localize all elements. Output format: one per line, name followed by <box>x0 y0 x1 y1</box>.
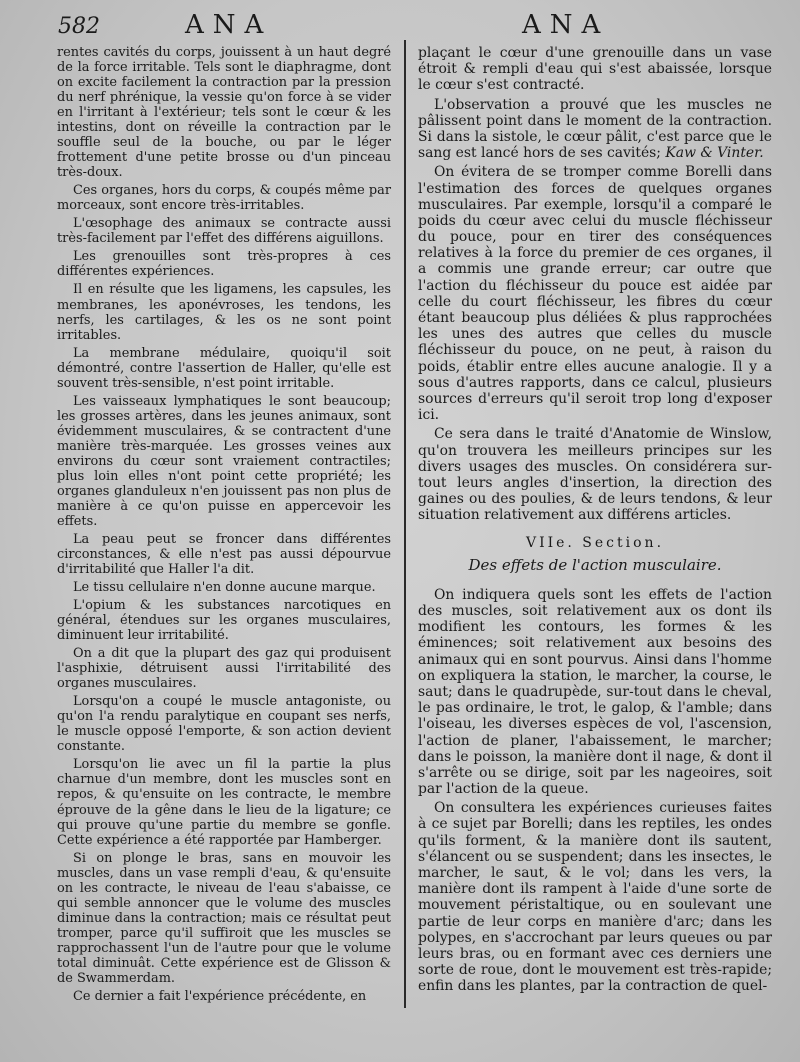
paragraph <box>418 426 772 523</box>
citation: Kaw & Vinter. <box>665 145 764 162</box>
right-running-head: ANA <box>522 10 610 40</box>
paragraph-text: La membrane médulaire, quoiqu'il soit démontré, contre l'assertion de Haller, qu'elle est souvent très-sensible, n'est point irritable. <box>57 345 391 391</box>
page-header <box>0 8 800 42</box>
section-title: Des effets de l'action musculaire. <box>468 555 722 574</box>
paragraph <box>57 282 391 342</box>
paragraph-text: L'observation a prouvé que les muscles ne pâlissent point dans le moment de la contraction. Si dans la sistole, le cœur pâlit, c'est parce que le sang est lancé hors de ses cavités; <box>418 96 772 162</box>
paragraph-text: Les vaisseaux lymphatiques le sont beaucoup; les grosses artères, dans les jeunes animaux, sont évidemment musculaires, & se contractent d'une manière très-marquée. Les grosses veines aux environs du cœur sont vraiement contractiles; plus loin elles n'ont point cette propriété; les organes glanduleux n'en jouissent pas non plus de manière à ce qu'on puisse en appercevoir les effets. <box>57 393 391 529</box>
left-column <box>57 45 391 1004</box>
paragraph-text: Le tissu cellulaire n'en donne aucune marque. <box>73 580 376 596</box>
paragraph-text: Les grenouilles sont très-propres à ces différentes expériences. <box>57 249 391 280</box>
paragraph-text: On évitera de se tromper comme Borelli dans l'estimation des forces de quelques organes musculaires. Par exemple, lorsqu'il a comparé le poids du cœur avec celui du muscle fléchisseur du pouce, pour en tirer des conséquences relatives à la force du premier de ces organes, il a commis une grande erreur; car outre que l'action du fléchisseur du pouce est aidée par celle du court fléchisseur, les fibres du cœur étant beaucoup plus déliées & plus rapprochées les unes des autres que celles du muscle fléchisseur du pouce, on ne peut, à raison du poids, établir entre elles aucune analogie. Il y a sous d'autres rapports, dans ce calcul, plusieurs sources d'erreurs qu'il seroit trop long d'exposer ici. <box>418 164 772 424</box>
paragraph <box>418 587 772 797</box>
paragraph <box>57 694 391 754</box>
paragraph-text: On indiquera quels sont les effets de l'action des muscles, soit relativement aux os dont ils modifient les contours, les formes & les éminences; soit relativement aux besoins des animaux qui en sont pourvus. Ainsi dans l'homme on expliquera la station, le marcher, la course, le saut; dans le quadrupède, sur-tout dans le cheval, le pas ordinaire, le trot, le galop, & l'amble; dans l'oiseau, les diverses espèces de vol, l'ascension, l'action de planer, l'abaissement, le marcher; dans le poisson, la manière dont il nage, & dont il s'arrête ou se dirige, soit par les nageoires, soit par l'action de la queue. <box>418 586 772 798</box>
paragraph-text: L'œsophage des animaux se contracte aussi très-facilement par l'effet des différens aiguillons. <box>57 216 391 247</box>
right-column <box>418 45 772 995</box>
paragraph <box>57 183 391 213</box>
right-column-before-section <box>418 45 772 523</box>
paragraph-text: La peau peut se froncer dans différentes circonstances, & elle n'est pas aussi dépourvue d'irritabilité que Haller l'a dit. <box>57 531 391 578</box>
paragraph-text: L'opium & les substances narcotiques en général, étendues sur les organes musculaires, diminuent leur irritabilité. <box>57 598 391 644</box>
paragraph <box>57 989 391 1004</box>
paragraph-text: On a dit que la plupart des gaz qui produisent l'asphixie, détruisent aussi l'irritabilité des organes musculaires. <box>57 646 391 692</box>
paragraph <box>418 164 772 423</box>
paragraph <box>57 216 391 246</box>
paragraph <box>418 97 772 162</box>
paragraph <box>57 249 391 279</box>
paragraph <box>57 646 391 691</box>
column-divider <box>404 40 406 1008</box>
paragraph-text: Ce sera dans le traité d'Anatomie de Winslow, qu'on trouvera les meilleurs principes sur les divers usages des muscles. On considérera sur-tout leurs angles d'insertion, la direction des gaines ou des poulies, & de leurs tendons, & leur situation relativement aux différens articles. <box>418 426 772 524</box>
paragraph-text: Lorsqu'on lie avec un fil la partie la plus charnue d'un membre, dont les muscles sont en repos, & qu'ensuite on les contracte, le membre éprouve de la gêne dans le lieu de la ligature; ce qui prouve qu'une partie du membre se gonfle. Cette expérience a été rapportée par Hamberger. <box>57 757 391 848</box>
paragraph <box>57 346 391 391</box>
paragraph <box>57 757 391 847</box>
paragraph-text: On consultera les expériences curieuses faites à ce sujet par Borelli; dans les reptiles, les ondes qu'ils forment, & la manière dont ils sautent, s'élancent ou se suspendent; dans les insectes, le marcher, le saut, & le vol; dans les vers, la manière dont ils rampent à l'aide d'une sorte de mouvement péristaltique, ou en soulevant une partie de leur corps en manière d'arc; dans les polypes, en s'accrochant par leurs queues ou par leurs bras, ou en formant avec ces derniers une sorte de roue, dont le mouvement est très-rapide; enfin dans les plantes, par la contraction de quel- <box>418 800 772 995</box>
paragraph-text: Ce dernier a fait l'expérience précédente, en <box>73 988 367 1004</box>
paragraph-text: plaçant le cœur d'une grenouille dans un vase étroit & rempli d'eau qui s'est abaissée, lorsque le cœur s'est contracté. <box>418 45 772 94</box>
paragraph <box>57 598 391 643</box>
paragraph <box>57 532 391 577</box>
paragraph <box>57 580 391 595</box>
paragraph <box>418 800 772 994</box>
paragraph-text: Si on plonge le bras, sans en mouvoir les muscles, dans un vase rempli d'eau, & qu'ensuite on les contracte, le niveau de l'eau s'abaisse, ce qui semble annoncer que le volume des muscles diminue dans la contraction; mais ce résultat peut tromper, parce qu'il suffiroit que les muscles se rapprochassent l'un de l'autre pour que le volume total diminuât. Cette expérience est de Glisson & de Swammerdam. <box>57 850 391 986</box>
paragraph <box>418 45 772 94</box>
paragraph-text: Il en résulte que les ligamens, les capsules, les membranes, les aponévroses, les tendons, les nerfs, les cartilages, & les os ne sont point irritables. <box>57 282 391 343</box>
paragraph-text: Ces organes, hors du corps, & coupés même par morceaux, sont encore très-irritables. <box>57 183 391 214</box>
paragraph <box>57 45 391 180</box>
page-number: 582 <box>58 14 100 39</box>
paragraph-text: Lorsqu'on a coupé le muscle antagoniste, ou qu'on l'a rendu paralytique en coupant ses nerfs, le muscle opposé l'emporte, & son action devient constante. <box>57 694 391 755</box>
paragraph <box>57 394 391 529</box>
paragraph-text: rentes cavités du corps, jouissent à un haut degré de la force irritable. Tels sont le diaphragme, dont on excite facilement la contraction par la pression du nerf phrénique, la vessie qu'on force à se vider en l'irritant à l'extérieur; tels sont le cœur & les intestins, dont on réveille la contraction par le souffle seul de la bouche, ou par le léger frottement d'une petite brosse ou d'un pinceau très-doux. <box>57 45 391 181</box>
right-column-after-section <box>418 587 772 995</box>
left-running-head: ANA <box>185 10 273 40</box>
section-heading: VIIe. Section. <box>525 535 665 552</box>
paragraph <box>57 851 391 986</box>
